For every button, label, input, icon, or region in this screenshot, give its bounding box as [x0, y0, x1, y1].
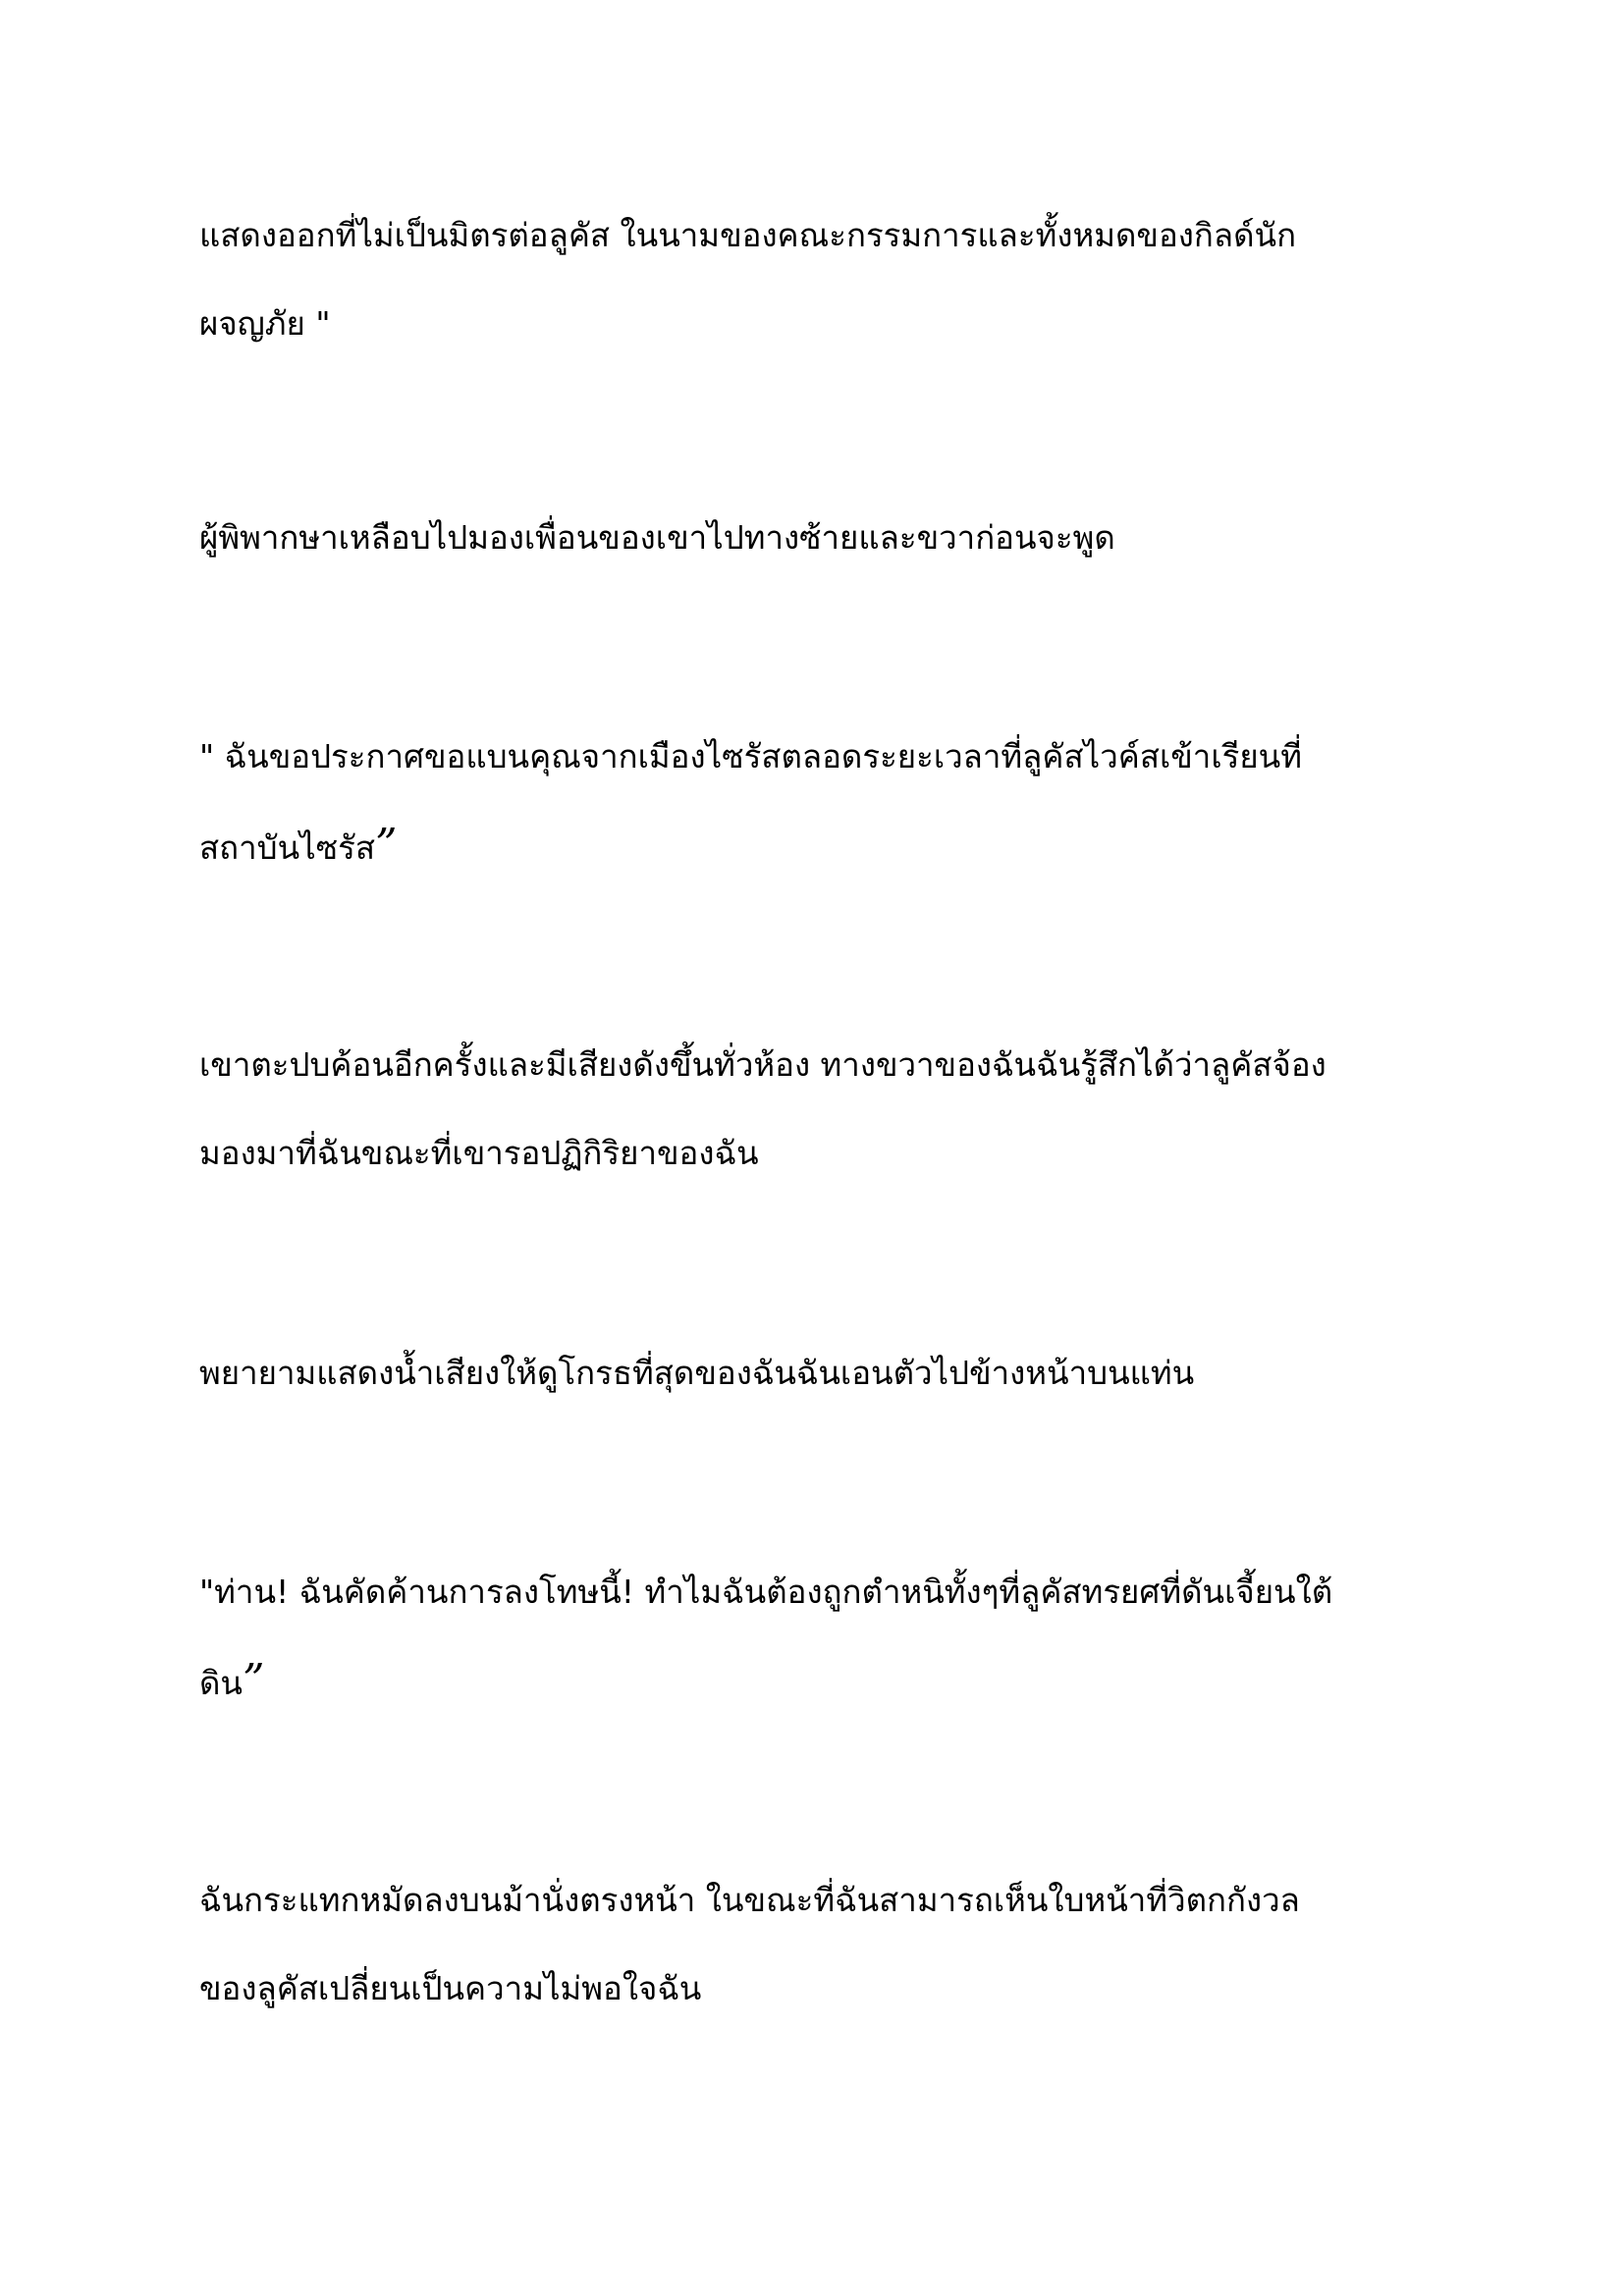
paragraph-2 [199, 494, 1436, 582]
paragraph-line: มองมาที่ฉันขณะที่เขารอปฏิกิริยาของฉัน [199, 1134, 759, 1172]
line-text: ดิน [199, 1664, 243, 1702]
paragraph-6 [199, 1548, 1436, 1725]
closing-quote: ” [243, 1655, 265, 1705]
paragraph-7 [199, 1856, 1436, 2033]
paragraph-line: "ท่าน! ฉันคัดค้านการลงโทษนี้! ทำไมฉันต้องถูกตำหนิทั้งๆที่ลูคัสทรยศที่ดันเจี้ยนใต้ [199, 1573, 1333, 1611]
paragraph-line: พยายามแสดงน้ำเสียงให้ดูโกรธที่สุดของฉันฉันเอนตัวไปข้างหน้าบนแท่น [199, 1354, 1195, 1392]
closing-quote: ” [375, 820, 398, 870]
paragraph-line: ของลูคัสเปลี่ยนเป็นความไม่พอใจฉัน [199, 1969, 702, 2007]
paragraph-line: เขาตะปบค้อนอีกครั้งและมีเสียงดังขึ้นทั่วห้อง ทางขวาของฉันฉันรู้สึกได้ว่าลูคัสจ้อง [199, 1045, 1326, 1084]
line-text: สถาบันไซรัส [199, 828, 376, 867]
paragraph-line: ฉันกระแทกหมัดลงบนม้านั่งตรงหน้า ในขณะที่ฉันสามารถเห็นใบหน้าที่วิตกกังวล [199, 1881, 1300, 1919]
paragraph-5 [199, 1329, 1436, 1417]
paragraph-line: " ฉันขอประกาศขอแบนคุณจากเมืองไซรัสตลอดระยะเวลาที่ลูคัสไวค์สเข้าเรียนที่ [199, 737, 1302, 775]
paragraph-line [199, 1636, 1436, 1725]
paragraph-line [199, 801, 1436, 889]
paragraph-4 [199, 1021, 1436, 1198]
paragraph-line: ผู้พิพากษาเหลือบไปมองเพื่อนของเขาไปทางซ้ายและขวาก่อนจะพูด [199, 518, 1115, 557]
paragraph-line: ผจญภัย " [199, 304, 331, 343]
paragraph-1 [199, 191, 1436, 368]
paragraph-3 [199, 713, 1436, 889]
paragraph-line: แสดงออกที่ไม่เป็นมิตรต่อลูคัส ในนามของคณะกรรมการและทั้งหมดของกิลด์นัก [199, 216, 1297, 254]
